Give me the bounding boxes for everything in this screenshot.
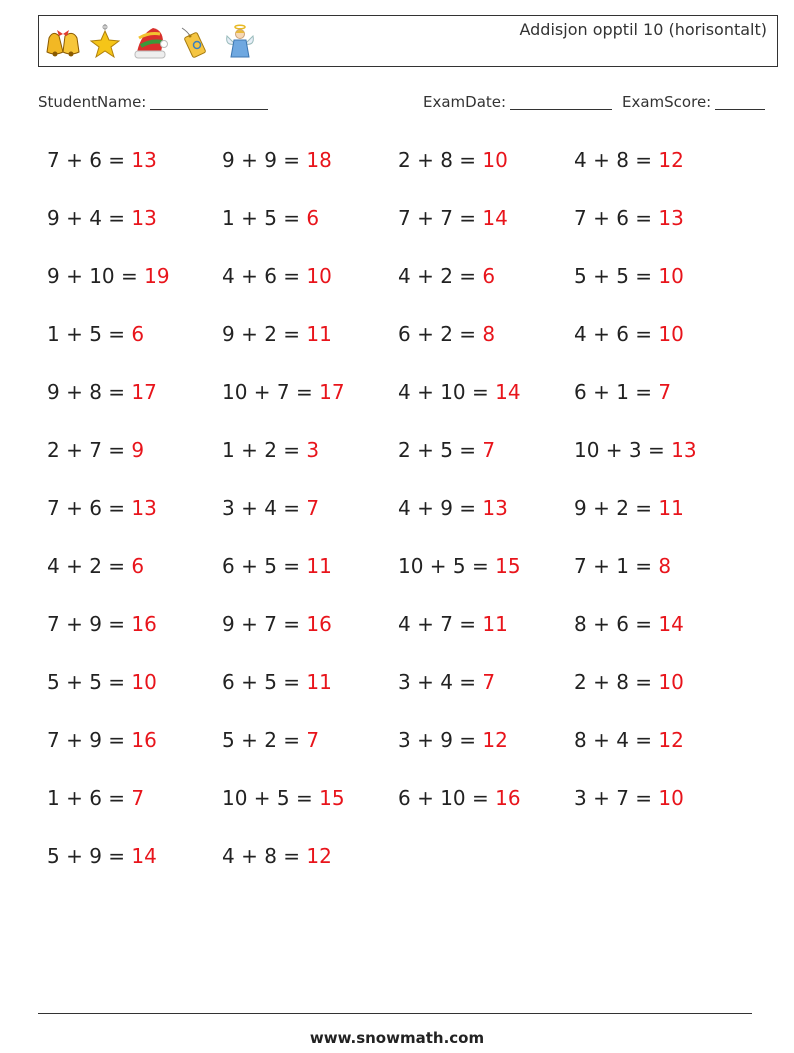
problem-question: 9 + 4 = — [47, 206, 132, 230]
problem-question: 4 + 6 = — [222, 264, 307, 288]
problem-answer: 14 — [658, 612, 684, 636]
problem-item — [47, 206, 157, 230]
problem-answer: 14 — [131, 844, 157, 868]
problem-question: 10 + 5 = — [398, 554, 496, 578]
problem-answer: 10 — [482, 148, 508, 172]
problem-item — [222, 844, 332, 868]
problem-item — [398, 438, 495, 462]
problem-answer: 11 — [482, 612, 508, 636]
problem-item — [574, 380, 671, 404]
problem-question: 7 + 9 = — [47, 612, 132, 636]
problem-item — [398, 264, 495, 288]
problem-question: 5 + 9 = — [47, 844, 132, 868]
problem-question: 2 + 7 = — [47, 438, 132, 462]
problem-question: 1 + 6 = — [47, 786, 132, 810]
problem-question: 4 + 2 = — [47, 554, 132, 578]
problem-question: 4 + 9 = — [398, 496, 483, 520]
problem-item — [222, 438, 319, 462]
problem-answer: 6 — [131, 554, 145, 578]
problem-item — [398, 612, 508, 636]
problem-answer: 13 — [131, 206, 157, 230]
problem-answer: 13 — [131, 496, 157, 520]
problem-item — [398, 206, 508, 230]
problem-answer: 6 — [482, 264, 496, 288]
bells-icon — [43, 24, 77, 60]
problem-question: 6 + 1 = — [574, 380, 659, 404]
problem-question: 7 + 6 = — [47, 148, 132, 172]
problem-item — [47, 728, 157, 752]
problem-question: 7 + 9 = — [47, 728, 132, 752]
problem-item — [574, 670, 684, 694]
problem-answer: 10 — [658, 322, 684, 346]
problem-question: 4 + 8 = — [222, 844, 307, 868]
problem-answer: 6 — [131, 322, 145, 346]
student-name-line[interactable] — [150, 93, 268, 110]
problem-item — [398, 670, 495, 694]
problem-item — [47, 380, 157, 404]
problem-question: 3 + 4 = — [222, 496, 307, 520]
problem-answer: 10 — [658, 264, 684, 288]
problem-question: 10 + 3 = — [574, 438, 672, 462]
problem-answer: 6 — [306, 206, 320, 230]
student-name-label: StudentName: — [38, 93, 147, 111]
exam-score-label: ExamScore: — [622, 93, 712, 111]
problem-question: 1 + 2 = — [222, 438, 307, 462]
problem-answer: 11 — [306, 670, 332, 694]
problem-question: 7 + 7 = — [398, 206, 483, 230]
problem-answer: 13 — [658, 206, 684, 230]
problem-question: 9 + 2 = — [574, 496, 659, 520]
problem-answer: 14 — [495, 380, 521, 404]
problem-question: 10 + 7 = — [222, 380, 320, 404]
problem-item — [222, 612, 332, 636]
problem-item — [47, 148, 157, 172]
problem-item — [398, 148, 508, 172]
problem-item — [574, 496, 684, 520]
problem-item — [574, 554, 671, 578]
problem-item — [574, 148, 684, 172]
problem-answer: 11 — [658, 496, 684, 520]
problem-question: 9 + 10 = — [47, 264, 145, 288]
exam-score-line[interactable] — [715, 93, 765, 110]
problem-item — [398, 496, 508, 520]
problem-answer: 12 — [306, 844, 332, 868]
student-info-row — [38, 93, 770, 115]
problem-question: 5 + 2 = — [222, 728, 307, 752]
problem-item — [47, 612, 157, 636]
problem-answer: 10 — [658, 786, 684, 810]
problem-answer: 10 — [131, 670, 157, 694]
exam-date-field[interactable] — [423, 93, 612, 111]
problem-item — [47, 670, 157, 694]
student-name-field[interactable] — [38, 93, 268, 111]
problem-answer: 17 — [319, 380, 345, 404]
problem-question: 5 + 5 = — [574, 264, 659, 288]
problem-item — [398, 728, 508, 752]
problem-question: 7 + 1 = — [574, 554, 659, 578]
problem-answer: 8 — [658, 554, 672, 578]
problem-question: 7 + 6 = — [574, 206, 659, 230]
problem-question: 6 + 5 = — [222, 554, 307, 578]
problem-question: 9 + 8 = — [47, 380, 132, 404]
problem-answer: 16 — [131, 612, 157, 636]
problem-question: 9 + 2 = — [222, 322, 307, 346]
problem-item — [222, 728, 319, 752]
problem-item — [574, 206, 684, 230]
problem-item — [574, 728, 684, 752]
problem-answer: 12 — [482, 728, 508, 752]
problem-item — [398, 554, 521, 578]
star-icon — [88, 24, 122, 60]
problem-question: 10 + 5 = — [222, 786, 320, 810]
problem-item — [574, 322, 684, 346]
problem-question: 4 + 7 = — [398, 612, 483, 636]
problem-answer: 10 — [306, 264, 332, 288]
problem-answer: 12 — [658, 728, 684, 752]
problem-answer: 19 — [144, 264, 170, 288]
problem-item — [574, 438, 697, 462]
santa-hat-icon — [133, 24, 167, 60]
problem-item — [47, 438, 144, 462]
problem-question: 1 + 5 = — [222, 206, 307, 230]
problem-answer: 7 — [482, 438, 496, 462]
exam-date-line[interactable] — [510, 93, 612, 110]
problem-question: 3 + 9 = — [398, 728, 483, 752]
problem-answer: 15 — [495, 554, 521, 578]
problem-item — [222, 786, 345, 810]
problem-question: 2 + 8 = — [574, 670, 659, 694]
problem-item — [222, 322, 332, 346]
problem-question: 4 + 8 = — [574, 148, 659, 172]
problem-answer: 13 — [131, 148, 157, 172]
problem-answer: 18 — [306, 148, 332, 172]
problem-question: 8 + 4 = — [574, 728, 659, 752]
problem-question: 9 + 7 = — [222, 612, 307, 636]
problem-question: 4 + 10 = — [398, 380, 496, 404]
problem-question: 2 + 5 = — [398, 438, 483, 462]
exam-score-field[interactable] — [622, 93, 765, 111]
gift-tag-icon — [178, 24, 212, 60]
problem-question: 9 + 9 = — [222, 148, 307, 172]
footer-url: www.snowmath.com — [309, 1029, 485, 1047]
problem-answer: 7 — [306, 728, 320, 752]
icon-strip — [43, 22, 268, 62]
problem-question: 6 + 2 = — [398, 322, 483, 346]
problem-answer: 7 — [131, 786, 145, 810]
problem-answer: 13 — [671, 438, 697, 462]
problem-answer: 15 — [319, 786, 345, 810]
problem-answer: 13 — [482, 496, 508, 520]
worksheet-header — [38, 15, 778, 67]
exam-date-label: ExamDate: — [423, 93, 507, 111]
problem-item — [47, 554, 144, 578]
problem-answer: 14 — [482, 206, 508, 230]
problem-answer: 11 — [306, 554, 332, 578]
problem-item — [47, 322, 144, 346]
problem-item — [47, 264, 170, 288]
problem-answer: 16 — [306, 612, 332, 636]
problem-item — [574, 786, 684, 810]
problem-question: 2 + 8 = — [398, 148, 483, 172]
problem-answer: 17 — [131, 380, 157, 404]
problem-item — [222, 264, 332, 288]
problem-answer: 9 — [131, 438, 145, 462]
problem-question: 1 + 5 = — [47, 322, 132, 346]
problem-item — [222, 496, 319, 520]
problem-item — [574, 612, 684, 636]
problem-item — [222, 380, 345, 404]
problem-question: 4 + 2 = — [398, 264, 483, 288]
problem-item — [398, 786, 521, 810]
problem-item — [222, 554, 332, 578]
problem-item — [574, 264, 684, 288]
problem-item — [398, 322, 495, 346]
problem-item — [222, 148, 332, 172]
problem-question: 5 + 5 = — [47, 670, 132, 694]
angel-icon — [223, 24, 257, 60]
problem-question: 3 + 7 = — [574, 786, 659, 810]
problem-question: 7 + 6 = — [47, 496, 132, 520]
problem-answer: 7 — [482, 670, 496, 694]
problem-question: 3 + 4 = — [398, 670, 483, 694]
problem-answer: 12 — [658, 148, 684, 172]
problem-answer: 3 — [306, 438, 320, 462]
problem-answer: 16 — [495, 786, 521, 810]
problem-question: 6 + 10 = — [398, 786, 496, 810]
problem-item — [222, 670, 332, 694]
problem-item — [398, 380, 521, 404]
problem-item — [222, 206, 319, 230]
problem-question: 8 + 6 = — [574, 612, 659, 636]
problem-item — [47, 496, 157, 520]
problem-answer: 11 — [306, 322, 332, 346]
problem-answer: 10 — [658, 670, 684, 694]
footer-divider — [38, 1013, 752, 1014]
problem-item — [47, 786, 144, 810]
problem-answer: 8 — [482, 322, 496, 346]
problem-item — [47, 844, 157, 868]
problem-question: 4 + 6 = — [574, 322, 659, 346]
problem-question: 6 + 5 = — [222, 670, 307, 694]
worksheet-title: Addisjon opptil 10 (horisontalt) — [519, 20, 767, 39]
problem-answer: 7 — [658, 380, 672, 404]
problem-answer: 16 — [131, 728, 157, 752]
problem-answer: 7 — [306, 496, 320, 520]
